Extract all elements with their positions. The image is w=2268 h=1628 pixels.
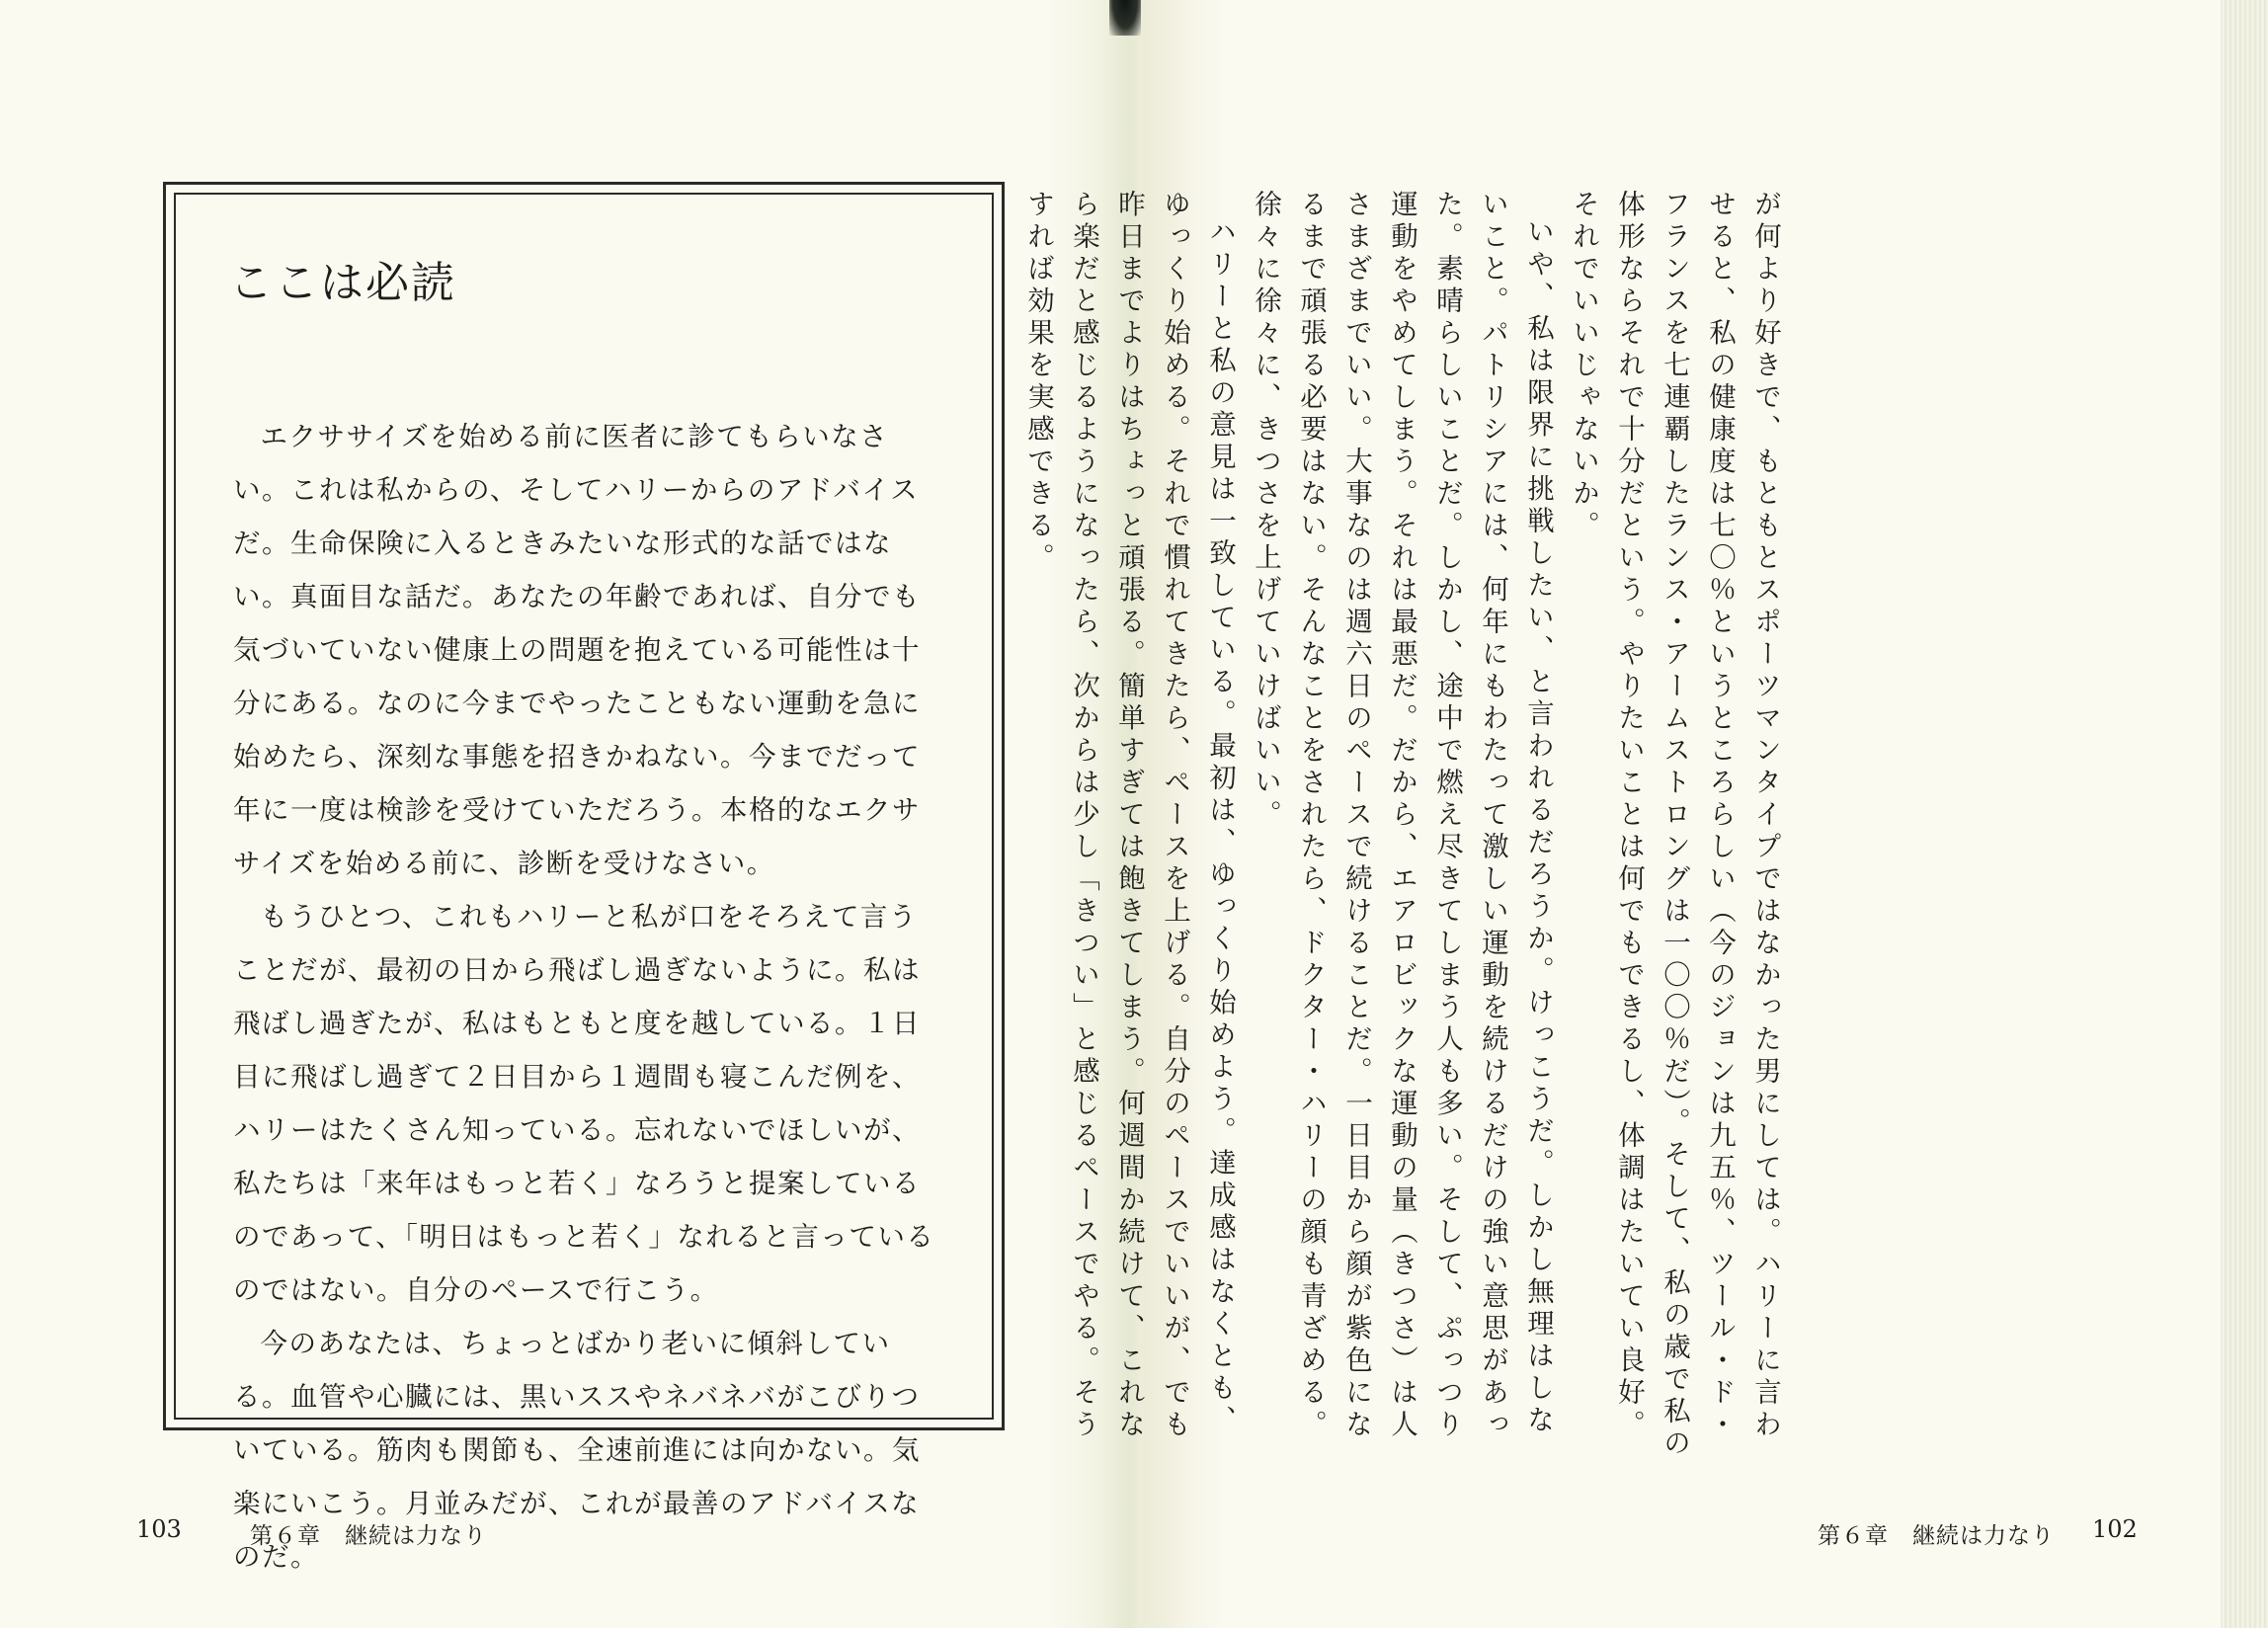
body-paragraph: ハリーと私の意見は一致している。最初は、ゆっくり始めよう。達成感はなくとも、ゆっくり始める。それで慣れてきたら、ペースを上げる。自分のペースでいいが、でも昨日までよりはちょっと頑張る。簡単すぎては飽きてしまう。何週間か続けて、これなら楽だと感じるようになったら、次からは少し「きつい」と感じるペースでやる。そうすれば効果を実感できる。 — [1022, 190, 1236, 1442]
sidebar-box-body — [233, 410, 944, 1584]
running-head-right: 第６章 継続は力なり — [1818, 1523, 2055, 1549]
running-head-left: 第６章 継続は力なり — [250, 1523, 487, 1549]
page-number-left: 103 — [136, 1515, 182, 1543]
sidebar-paragraph: もうひとつ、これもハリーと私が口をそろえて言うことだが、最初の日から飛ばし過ぎないように。私は飛ばし過ぎたが、私はもともと度を越している。１日目に飛ばし過ぎて２日目から１週間も寝こんだ例を、ハリーはたくさん知っている。忘れないでほしいが、私たちは「来年はもっと若く」なろうと提案しているのであって、「明日はもっと若く」なれると言っているのではない。自分のペースで行こう。 — [233, 901, 935, 1306]
page-number-right: 102 — [2092, 1515, 2138, 1543]
page-edges — [2221, 0, 2268, 1628]
sidebar-paragraph: 今のあなたは、ちょっとばかり老いに傾斜している。血管や心臓には、黒いススやネバネバがこびりついている。筋肉も関節も、全速前進には向かない。気楽にいこう。月並みだが、これが最善のアドバイスなのだ。 — [233, 1328, 921, 1573]
body-paragraph: が何より好きで、もともとスポーツマンタイプではなかった男にしては。ハリーに言わせると、私の健康度は七〇％というところらしい（今のジョンは九五％、ツール・ド・フランスを七連覇したランス・アームストロングは一〇〇％だ）。そして、私の歳で私の体形ならそれで十分だという。やりたいことは何でもできるし、体調はたいてい良好。それでいいじゃないか。 — [1568, 190, 1781, 1461]
sidebar-paragraph: エクササイズを始める前に医者に診てもらいなさい。これは私からの、そしてハリーからのアドバイスだ。生命保険に入るときみたいな形式的な話ではない。真面目な話だ。あなたの年齢であれば、自分でも気づいていない健康上の問題を抱えている可能性は十分にある。なのに今までやったこともない運動を急に始めたら、深刻な事態を招きかねない。今までだって年に一度は検診を受けていただろう。本格的なエクササイズを始める前に、診断を受けなさい。 — [233, 421, 921, 879]
body-paragraph: いや、私は限界に挑戦したい、と言われるだろうか。けっこうだ。しかし無理はしないこと。パトリシアには、何年にもわたって激しい運動を続けるだけの強い意思があった。素晴らしいことだ。しかし、途中で燃え尽きてしまう人も多い。そして、ぷっつり運動をやめてしまう。それは最悪だ。だから、エアロビックな運動の量（きつさ）は人さまざまでいい。大事なのは週六日のペースで続けることだ。一日目から顔が紫色になるまで頑張る必要はない。そんなことをされたら、ドクター・ハリーの顔も青ざめる。徐々に徐々に、きつさを上げていけばいい。 — [1250, 190, 1554, 1442]
sidebar-box-title: ここは必読 — [229, 258, 456, 308]
body-text-vertical — [1022, 190, 1788, 1464]
binding-shadow — [1109, 0, 1141, 36]
